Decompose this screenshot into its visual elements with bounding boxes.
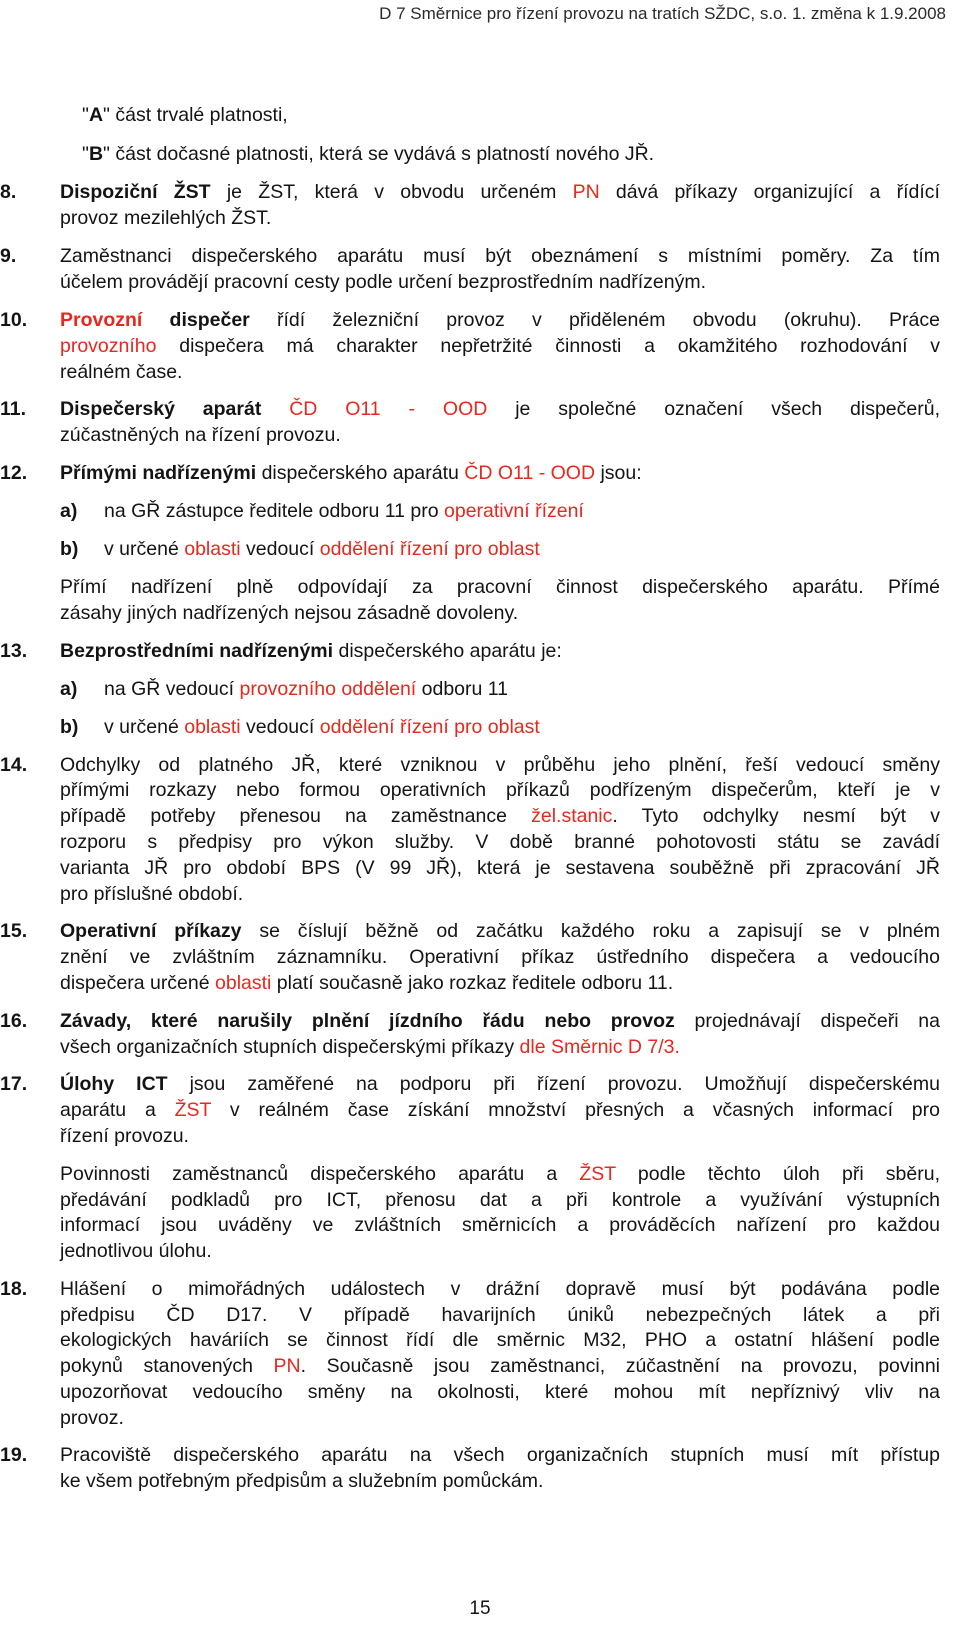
item-11-term: Dispečerský aparát	[60, 398, 262, 420]
item-17-p-line-1	[60, 1161, 940, 1187]
part-b-letter: B	[88, 143, 104, 165]
item-17-line-2	[60, 1097, 940, 1123]
item-12-a-t1: na GŘ zástupce ředitele odboru 11 pro	[104, 500, 445, 522]
item-18-l4a: pokynů stanovených	[60, 1355, 274, 1377]
item-18-line-6: provoz.	[60, 1407, 124, 1429]
item-13-a-text	[104, 676, 508, 702]
item-13-b-t1: v určené	[104, 716, 185, 738]
item-16-line-1	[60, 1008, 940, 1034]
page-header: D 7 Směrnice pro řízení provozu na tratích SŽDC, s.o. 1. změna k 1.9.2008	[379, 4, 946, 23]
item-10-line-3: reálném čase.	[60, 361, 183, 383]
item-9-line-1: Zaměstnanci dispečerského aparátu musí být obeznámení s místními poměry. Za tím	[60, 245, 940, 267]
item-10-line-2	[60, 333, 940, 359]
item-12-b-t2: vedoucí	[240, 538, 320, 560]
part-a-line: "A" část trvalé platnosti,	[82, 104, 288, 126]
item-10-text-2: dispečera má charakter nepřetržité činnosti a okamžitého rozhodování v	[156, 335, 940, 357]
item-14-line-1: Odchylky od platného JŘ, které vzniknou v průběhu jeho plnění, řeší vedoucí směny	[60, 754, 940, 776]
item-15-text: se číslují běžně od začátku každého roku a zapisují se v plném	[241, 920, 940, 942]
item-13-text: dispečerského aparátu je:	[333, 640, 562, 662]
item-number-9: 9.	[0, 245, 17, 267]
item-8-line-2: provoz mezilehlých ŽST.	[60, 207, 272, 229]
item-12-a-label: a)	[60, 500, 78, 522]
item-17-p1b: podle těchto úloh při sběru,	[615, 1163, 940, 1185]
part-a-letter: A	[88, 104, 104, 126]
item-12-p-line-1: Přímí nadřízení plně odpovídají za pracovní činnost dispečerského aparátu. Přímé	[60, 576, 940, 598]
item-13-b-red1: oblasti	[184, 716, 241, 738]
item-18-line-2: předpisu ČD D17. V případě havarijních úniků nebezpečných látek a při	[60, 1304, 940, 1326]
item-11-text: je společné označení všech dispečerů,	[487, 398, 940, 420]
item-8-red: PN	[572, 181, 600, 203]
item-number-13: 13.	[0, 640, 28, 662]
item-10-red: provozního	[60, 335, 157, 357]
item-number-12: 12.	[0, 462, 28, 484]
item-17-term: Úlohy ICT	[60, 1073, 168, 1095]
item-17-p1a: Povinnosti zaměstnanců dispečerského aparátu a	[60, 1163, 580, 1185]
item-number-10: 10.	[0, 309, 28, 331]
item-13-b-t2: vedoucí	[240, 716, 320, 738]
item-18-line-5: upozorňovat vedoucího směny na okolnosti, které mohou mít nepříznivý vliv na	[60, 1381, 940, 1403]
item-16-red: dle Směrnic D 7/3.	[519, 1036, 680, 1058]
item-12-text: dispečerského aparátu	[256, 462, 465, 484]
item-10-line-1	[60, 307, 940, 333]
item-14-line-4: rozporu s předpisy pro výkon služby. V době branné pohotovosti státu se zavádí	[60, 831, 940, 853]
item-13-a-red: provozního oddělení	[239, 678, 417, 700]
part-b-line: "B" část dočasné platnosti, která se vydává s platností nového JŘ.	[82, 143, 655, 165]
item-8-term: Dispoziční ŽST	[60, 181, 211, 203]
part-a-text: část trvalé platnosti,	[109, 104, 288, 126]
item-17-text: jsou zaměřené na podporu při řízení provozu. Umožňují dispečerskému	[167, 1073, 940, 1095]
item-number-19: 19.	[0, 1444, 28, 1466]
item-14-l3a: případě potřeby přenesou na zaměstnance	[60, 805, 532, 827]
item-10-term: dispečer	[142, 309, 250, 331]
item-13-term: Bezprostředními nadřízenými	[60, 640, 334, 662]
item-12-term: Přímými nadřízenými	[60, 462, 257, 484]
item-12-b-label: b)	[60, 538, 79, 560]
item-17-l2b: v reálném čase získání množství přesných a včasných informací pro	[211, 1099, 940, 1121]
item-15-line-3	[60, 970, 940, 996]
item-17-red: ŽST	[174, 1099, 212, 1121]
item-12-b-text	[104, 536, 540, 562]
item-12-a-text	[104, 498, 584, 524]
item-13-line-1	[60, 638, 940, 664]
item-11-line-1	[60, 396, 940, 422]
item-16-term: Závady, které narušily plnění jízdního řádu nebo provoz	[60, 1010, 675, 1032]
item-15-l3b: platí současně jako rozkaz ředitele odboru 11.	[271, 972, 674, 994]
item-14-red: žel.stanic	[531, 805, 613, 827]
item-8-text: je ŽST, která v obvodu určeném	[210, 181, 573, 203]
item-8-line-1	[60, 179, 940, 205]
item-9-line-2: účelem provádějí pracovní cesty podle určení bezprostředním nadřízeným.	[60, 271, 706, 293]
item-12-p-line-2: zásahy jiných nadřízených nejsou zásadně dovoleny.	[60, 602, 519, 624]
item-number-14: 14.	[0, 754, 28, 776]
item-13-b-text	[104, 714, 540, 740]
item-15-red: oblasti	[215, 972, 272, 994]
item-13-a-t2: odboru 11	[416, 678, 509, 700]
item-14-l3b: . Tyto odchylky nesmí být v	[612, 805, 940, 827]
item-10-red-term: Provozní	[60, 309, 143, 331]
item-number-16: 16.	[0, 1010, 28, 1032]
item-17-p-line-3: informací jsou uváděny ve zvláštních směrnicích a prováděcích nařízení pro každou	[60, 1214, 940, 1236]
item-16-text: projednávají dispečeři na	[674, 1010, 940, 1032]
item-number-18: 18.	[0, 1278, 28, 1300]
item-13-a-t1: na GŘ vedoucí	[104, 678, 240, 700]
page-number: 15	[469, 1598, 491, 1619]
item-11-red: ČD O11 - OOD	[261, 398, 488, 420]
item-17-line-3: řízení provozu.	[60, 1125, 189, 1147]
item-14-line-2: přímými rozkazy nebo formou operativních příkazů podřízeným dispečerům, kteří je v	[60, 779, 940, 801]
item-8-text-2: dává příkazy organizující a řídící	[599, 181, 940, 203]
item-14-line-3	[60, 803, 940, 829]
item-17-l2a: aparátu a	[60, 1099, 175, 1121]
item-18-l4b: . Současně jsou zaměstnanci, zúčastnění na provozu, povinni	[300, 1355, 940, 1377]
item-12-b-red2: oddělení řízení pro oblast	[319, 538, 540, 560]
part-b-text: část dočasné platnosti, která se vydává s platností nového JŘ.	[109, 143, 655, 165]
item-17-p-red: ŽST	[579, 1163, 616, 1185]
item-16-line-2	[60, 1034, 940, 1060]
item-15-term: Operativní příkazy	[60, 920, 242, 942]
item-10-text: řídí železniční provoz v přiděleném obvodu (okruhu). Práce	[249, 309, 940, 331]
item-18-red: PN	[273, 1355, 301, 1377]
item-number-8: 8.	[0, 181, 17, 203]
item-12-b-red1: oblasti	[184, 538, 241, 560]
item-16-l2a: všech organizačních stupních dispečerskými příkazy	[60, 1036, 520, 1058]
item-13-b-red2: oddělení řízení pro oblast	[319, 716, 540, 738]
item-17-p-line-4: jednotlivou úlohu.	[60, 1240, 212, 1262]
item-13-b-label: b)	[60, 716, 79, 738]
item-number-11: 11.	[0, 398, 27, 420]
item-number-15: 15.	[0, 920, 28, 942]
item-19-line-1: Pracoviště dispečerského aparátu na všech organizačních stupních musí mít přístup	[60, 1444, 940, 1466]
item-13-a-label: a)	[60, 678, 78, 700]
item-14-line-5: varianta JŘ pro období BPS (V 99 JŘ), která je sestavena souběžně při zpracování JŘ	[60, 857, 940, 879]
item-11-line-2: zúčastněných na řízení provozu.	[60, 424, 341, 446]
item-17-line-1	[60, 1071, 940, 1097]
item-12-red: ČD O11 - OOD	[464, 462, 596, 484]
item-18-line-4	[60, 1353, 940, 1379]
item-12-b-t1: v určené	[104, 538, 185, 560]
item-12-text-2: jsou:	[595, 462, 642, 484]
item-12-line-1	[60, 460, 940, 486]
item-15-line-2: znění ve zvláštním záznamníku. Operativní příkaz ústředního dispečera a vedoucího	[60, 946, 940, 968]
item-19-line-2: ke všem potřebným předpisům a služebním pomůckám.	[60, 1470, 544, 1492]
item-14-line-6: pro příslušné období.	[60, 883, 244, 905]
item-15-line-1	[60, 918, 940, 944]
item-18-line-3: ekologických haváriích se činnost řídí dle směrnic M32, PHO a ostatní hlášení podle	[60, 1329, 940, 1351]
item-17-p-line-2: předávání podkladů pro ICT, přenosu dat a při kontrole a využívání výstupních	[60, 1189, 940, 1211]
item-18-line-1: Hlášení o mimořádných událostech v drážní dopravě musí být podávána podle	[60, 1278, 940, 1300]
item-number-17: 17.	[0, 1073, 28, 1095]
item-15-l3a: dispečera určené	[60, 972, 216, 994]
item-12-a-red: operativní řízení	[444, 500, 584, 522]
